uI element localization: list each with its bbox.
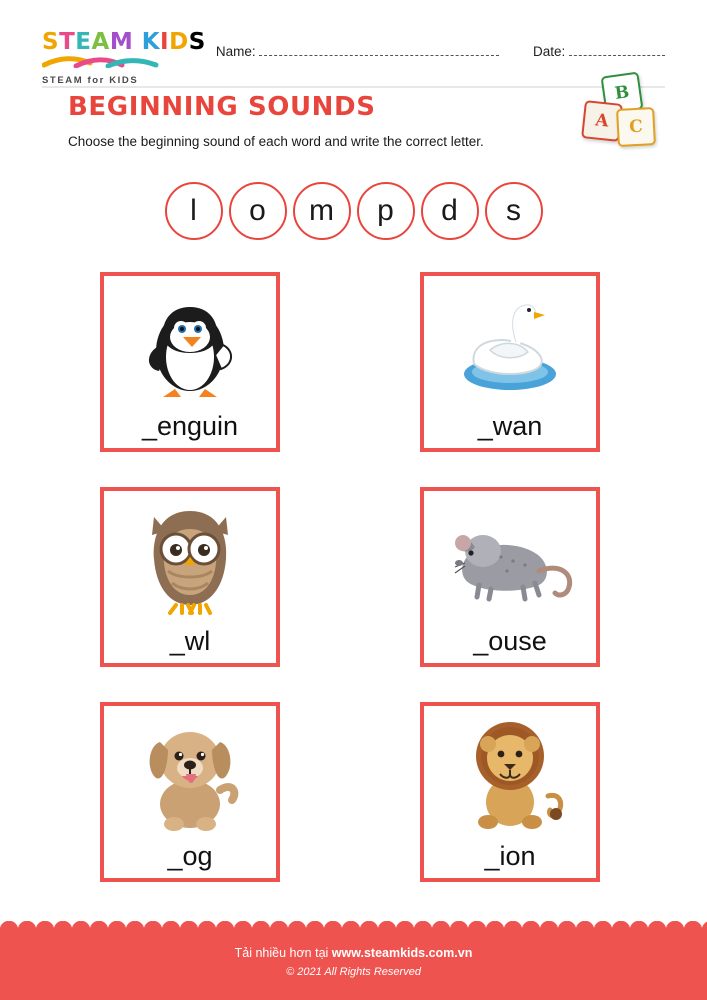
letter-option-4[interactable]: d bbox=[421, 182, 479, 240]
word-card-lion[interactable] bbox=[420, 702, 600, 882]
brand-logo bbox=[42, 30, 222, 86]
page-header bbox=[42, 29, 665, 86]
letter-bank bbox=[0, 182, 707, 240]
lion-illustration bbox=[424, 714, 596, 834]
footer-copyright: © 2021 All Rights Reserved bbox=[286, 966, 421, 978]
word-label-mouse: _ouse bbox=[473, 626, 547, 656]
penguin-illustration bbox=[104, 284, 276, 404]
word-label-owl: _wl bbox=[169, 626, 211, 656]
footer-site-line bbox=[0, 946, 707, 960]
letter-option-1[interactable]: o bbox=[229, 182, 287, 240]
date-label: Date: bbox=[532, 44, 566, 59]
name-label: Name: bbox=[215, 44, 256, 59]
word-card-swan[interactable] bbox=[420, 272, 600, 452]
page-footer bbox=[0, 930, 707, 1000]
header-divider bbox=[42, 86, 665, 88]
block-b-icon: B bbox=[601, 72, 644, 115]
letter-option-2[interactable]: m bbox=[293, 182, 351, 240]
logo-tagline: STEAM for KIDS bbox=[42, 75, 139, 86]
logo-swoosh-icon bbox=[42, 56, 162, 68]
dog-illustration bbox=[104, 714, 276, 834]
footer-scallop-decoration bbox=[0, 921, 707, 939]
word-card-owl[interactable] bbox=[100, 487, 280, 667]
footer-site-url[interactable]: www.steamkids.com.vn bbox=[331, 946, 473, 960]
word-label-penguin: _enguin bbox=[141, 411, 239, 441]
block-c-icon: C bbox=[616, 107, 656, 147]
swan-illustration bbox=[424, 284, 596, 404]
logo-wordmark: STEAM KIDS bbox=[42, 29, 206, 55]
mouse-illustration bbox=[424, 499, 596, 619]
word-label-lion: _ion bbox=[484, 841, 536, 871]
name-date-fields bbox=[216, 44, 665, 59]
name-input-line[interactable] bbox=[259, 55, 499, 56]
word-label-dog: _og bbox=[167, 841, 213, 871]
word-card-penguin[interactable] bbox=[100, 272, 280, 452]
alphabet-blocks-decoration bbox=[573, 72, 659, 152]
letter-option-0[interactable]: l bbox=[165, 182, 223, 240]
word-card-dog[interactable] bbox=[100, 702, 280, 882]
word-label-swan: _wan bbox=[477, 411, 543, 441]
date-input-line[interactable] bbox=[569, 55, 665, 56]
page-title: BEGINNING SOUNDS bbox=[68, 92, 376, 122]
letter-option-5[interactable]: s bbox=[485, 182, 543, 240]
owl-illustration bbox=[104, 499, 276, 619]
instructions-text: Choose the beginning sound of each word and write the correct letter. bbox=[68, 134, 484, 149]
word-cards-grid bbox=[100, 272, 610, 882]
footer-prefix: Tải nhiều hơn tại bbox=[234, 946, 332, 960]
word-card-mouse[interactable] bbox=[420, 487, 600, 667]
letter-option-3[interactable]: p bbox=[357, 182, 415, 240]
block-a-icon: A bbox=[581, 100, 623, 142]
